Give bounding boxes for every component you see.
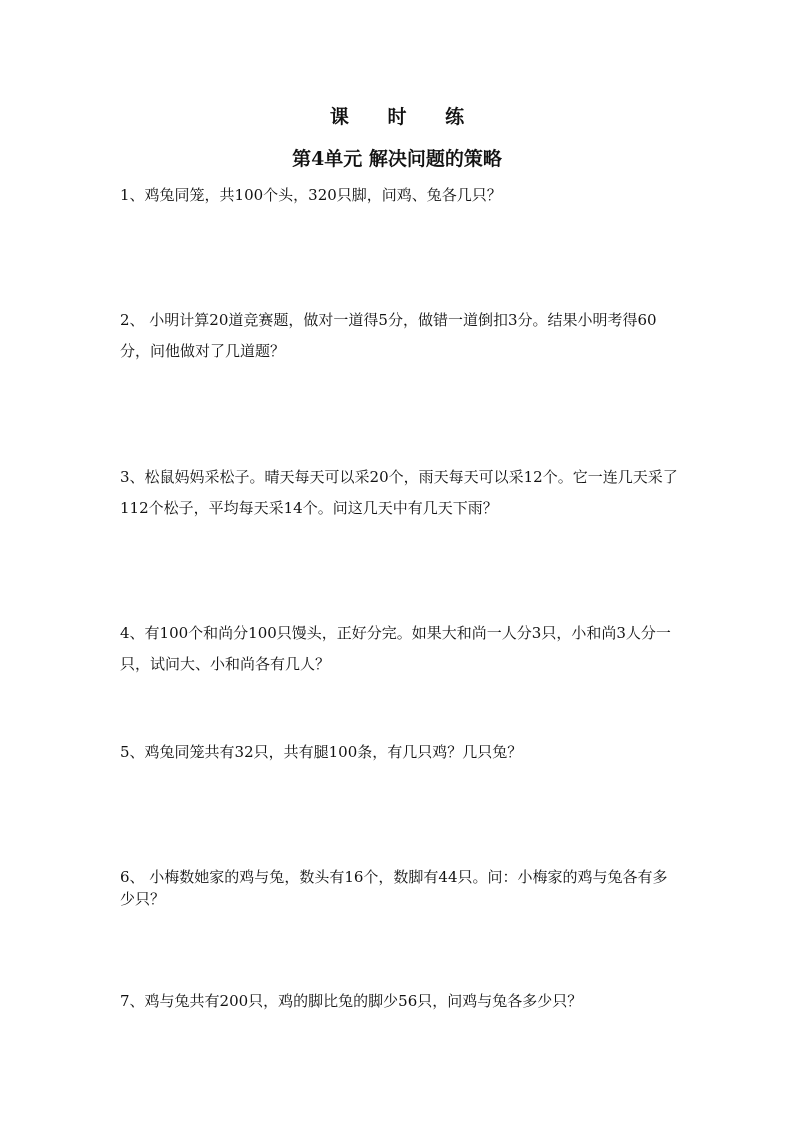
question-3: 3、松鼠妈妈采松子。晴天每天可以采20个，雨天每天可以采12个。它一连几天采了112个松子，平均每天采14个。问这几天中有几天下雨？: [120, 468, 678, 517]
document-title: 课 时 练: [329, 106, 481, 128]
question-2: 2、 小明计算20道竞赛题，做对一道得5分，做错一道倒扣3分。结果小明考得60分，问他做对了几道题？: [120, 311, 657, 360]
question-4: 4、有100个和尚分100只馒头，正好分完。如果大和尚一人分3只，小和尚3人分一只，试问大、小和尚各有几人？: [120, 624, 671, 673]
question-7: 7、鸡与兔共有200只，鸡的脚比兔的脚少56只，问鸡与兔各多少只？: [120, 992, 583, 1010]
question-6: 6、 小梅数她家的鸡与兔，数头有16个，数脚有44只。问：小梅家的鸡与兔各有多少只？: [120, 868, 668, 908]
question-5: 5、鸡兔同笼共有32只，共有腿100条，有几只鸡？几只兔？: [120, 743, 523, 761]
question-1: 1、鸡兔同笼，共100个头，320只脚，问鸡、兔各几只？: [120, 186, 502, 204]
document-subtitle: 第4单元 解决问题的策略: [292, 148, 502, 170]
